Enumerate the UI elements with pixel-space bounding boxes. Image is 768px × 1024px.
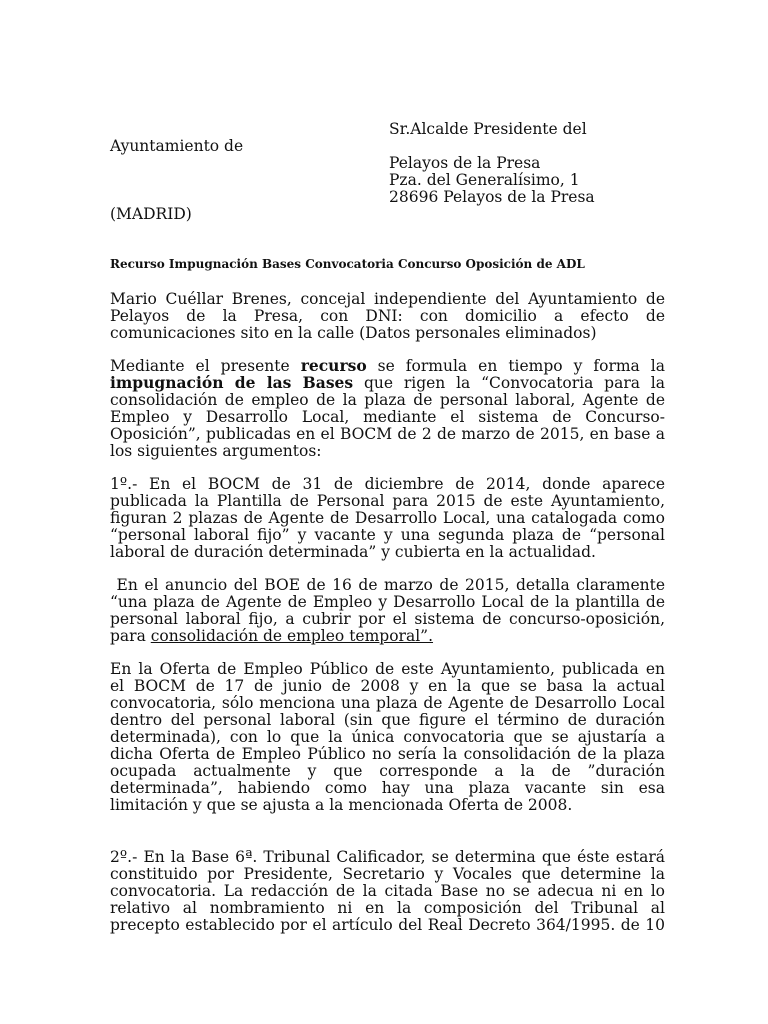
p1-text-a2: se formula en tiempo y forma la — [366, 357, 665, 375]
p2-line-4: “personal laboral fijo” y vacante y una segunda plaza de “personal — [110, 526, 665, 544]
address-line-3: Pelayos de la Presa — [389, 154, 541, 172]
address-line-1: Sr.Alcalde Presidente del — [389, 120, 587, 138]
p1-line-5: Oposición”, publicadas en el BOCM de 2 de marzo de 2015, en base a — [110, 425, 665, 443]
p5-line-5: precepto establecido por el artículo del Real Decreto 364/1995. de 10 — [110, 916, 665, 934]
p4-line-9: limitación y que se ajusta a la mencionada Oferta de 2008. — [110, 796, 573, 814]
p5-line-1: 2º.- En la Base 6ª. Tribunal Calificador, se determina que éste estará — [110, 848, 665, 866]
p2-line-1: 1º.- En el BOCM de 31 de diciembre de 2014, donde aparece — [110, 475, 665, 493]
p5-line-2: constituido por Presidente, Secretario y Vocales que determine la — [110, 865, 665, 883]
p2-line-2: publicada la Plantilla de Personal para 2015 de este Ayuntamiento, — [110, 492, 665, 510]
p1-bold-impugnacion: impugnación de las Bases — [110, 373, 354, 392]
p4-line-7: ocupada actualmente y que corresponde a la de ”duración — [110, 762, 665, 780]
p4-line-4: dentro del personal laboral (sin que figure el término de duración — [110, 711, 665, 729]
p1-text-a3: que rigen la “Convocatoria para la — [353, 374, 666, 392]
address-line-2: Ayuntamiento de — [110, 137, 244, 155]
address-line-6: (MADRID) — [110, 205, 192, 223]
p3-underlined-text: consolidación de empleo temporal”. — [150, 627, 434, 645]
intro-line-3: comunicaciones sito en la calle (Datos personales eliminados) — [110, 324, 597, 342]
intro-line-2: Pelayos de la Presa, con DNI: con domicilio a efecto de — [110, 307, 665, 325]
p1-line-6: los siguientes argumentos: — [110, 442, 322, 460]
p2-line-5: laboral de duración determinada” y cubierta en la actualidad. — [110, 543, 596, 561]
subject-title: Recurso Impugnación Bases Convocatoria Concurso Oposición de ADL — [110, 257, 585, 271]
p4-line-6: dicha Oferta de Empleo Público no sería la consolidación de la plaza — [110, 745, 665, 763]
p3-line-2: “una plaza de Agente de Empleo y Desarrollo Local de la plantilla de — [110, 593, 665, 611]
p3-text-para: para — [110, 627, 151, 645]
p4-line-2: el BOCM de 17 de junio de 2008 y en la que se basa la actual — [110, 677, 665, 695]
p1-line-2 — [110, 374, 665, 392]
p2-line-3: figuran 2 plazas de Agente de Desarrollo Local, una catalogada como — [110, 509, 665, 527]
p5-line-3: convocatoria. La redacción de la citada Base no se adecua ni en lo — [110, 882, 665, 900]
p3-line-1: En el anuncio del BOE de 16 de marzo de 2015, detalla claramente — [110, 576, 665, 594]
p1-text-a1: Mediante el presente — [110, 357, 301, 375]
p1-line-4: Empleo y Desarrollo Local, mediante el sistema de Concurso- — [110, 408, 665, 426]
p4-line-1: En la Oferta de Empleo Público de este Ayuntamiento, publicada en — [110, 660, 665, 678]
p4-line-3: convocatoria, sólo menciona una plaza de Agente de Desarrollo Local — [110, 694, 665, 712]
p3-line-3: personal laboral fijo, a cubrir por el sistema de concurso-oposición, — [110, 610, 665, 628]
p3-line-4 — [110, 627, 665, 645]
p4-line-5: determinada), con lo que la única convocatoria que se ajustaría a — [110, 728, 665, 746]
p1-bold-recurso: recurso — [300, 356, 367, 375]
p4-line-8: determinada”, habiendo como hay una plaza vacante sin esa — [110, 779, 665, 797]
p5-line-4: relativo al nombramiento ni en la composición del Tribunal al — [110, 899, 665, 917]
intro-line-1: Mario Cuéllar Brenes, concejal independiente del Ayuntamiento de — [110, 290, 665, 308]
p1-line-3: consolidación de empleo de la plaza de personal laboral, Agente de — [110, 391, 665, 409]
address-line-5: 28696 Pelayos de la Presa — [389, 188, 595, 206]
address-line-4: Pza. del Generalísimo, 1 — [389, 171, 580, 189]
